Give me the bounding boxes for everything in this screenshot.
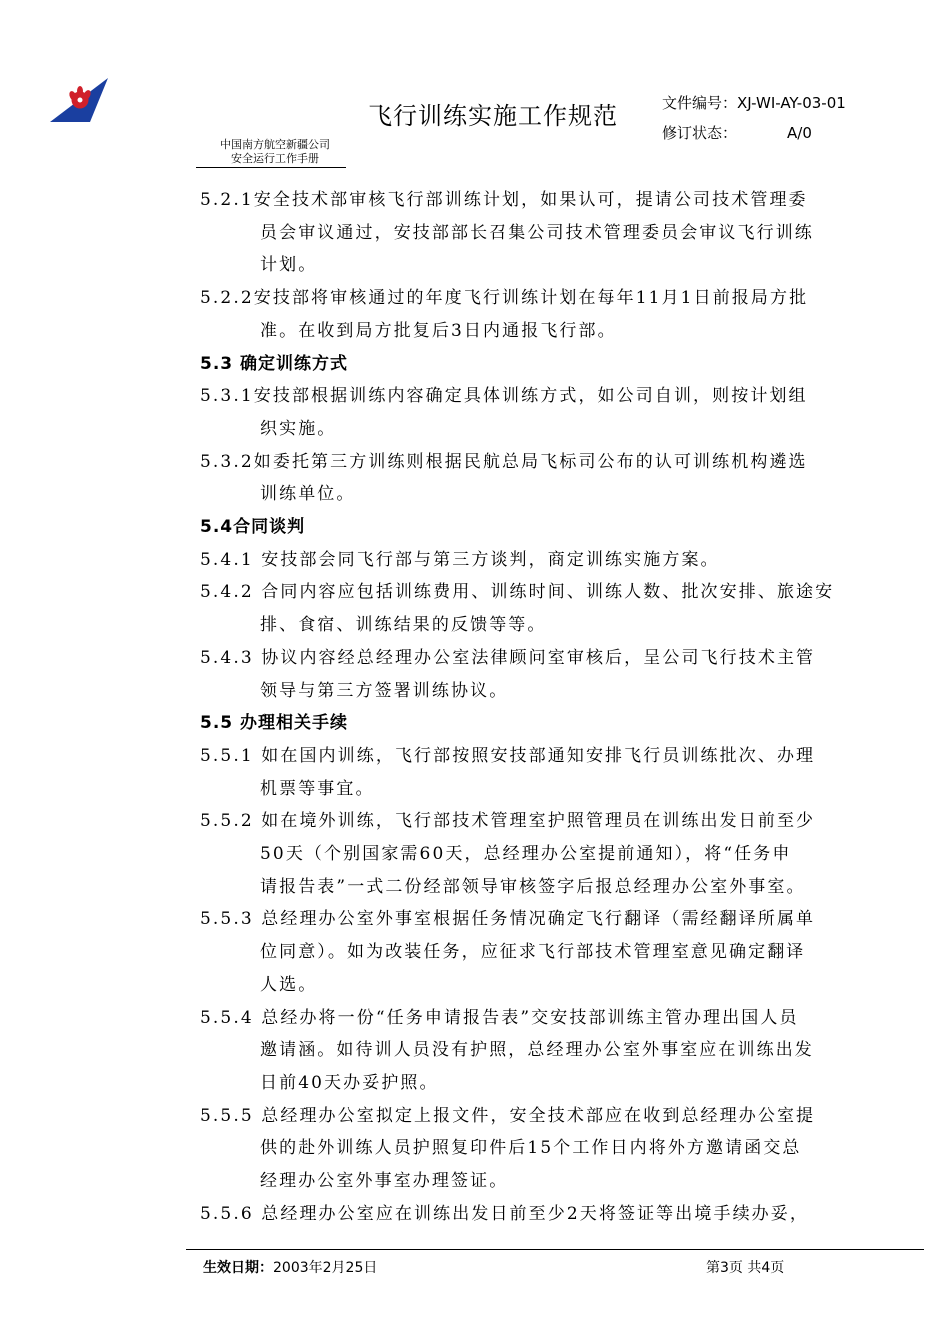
effective-date-label: 生效日期： [203,1260,273,1276]
paragraph-continuation: 位同意）。如为改装任务，应征求飞行部技术管理室意见确定翻译 [260,942,806,963]
paragraph-item: 5.5.4 总经办将一份“任务申请报告表”交安技部训练主管办理出国人员 [200,1007,799,1028]
paragraph-continuation: 领导与第三方签署训练协议。 [260,680,509,701]
company-block [205,138,345,166]
paragraph-item: 5.2.1安全技术部审核飞行部训练计划，如果认可，提请公司技术管理委 [200,190,808,210]
page-number: 第3页 共4页 [706,1260,785,1276]
section-heading: 5.5 办理相关手续 [200,713,349,734]
paragraph-continuation: 50天（个别国家需60天，总经理办公室提前通知），将“任务申 [260,844,792,865]
company-name: 中国南方航空新疆公司 [220,138,330,151]
paragraph-item: 5.5.1 如在国内训练，飞行部按照安技部通知安排飞行员训练批次、办理 [200,745,816,766]
effective-date-value: 2003年2月25日 [273,1260,378,1276]
document-body [200,184,835,1231]
section-heading: 5.4合同谈判 [200,517,306,538]
paragraph-continuation: 日前40天办妥护照。 [260,1072,439,1093]
manual-name: 安全运行工作手册 [231,152,319,165]
china-southern-kapok-logo-icon [42,76,110,124]
paragraph-continuation: 织实施。 [260,418,337,439]
section-heading: 5.3 确定训练方式 [200,353,349,374]
paragraph-item: 5.3.2如委托第三方训练则根据民航总局飞标司公布的认可训练机构遴选 [200,451,808,472]
revision-value: A/0 [787,124,812,142]
paragraph-continuation: 经理办公室外事室办理签证。 [260,1171,509,1192]
paragraph-continuation: 准。在收到局方批复后3日内通报飞行部。 [260,320,617,341]
paragraph-item: 5.5.5 总经理办公室拟定上报文件，安全技术部应在收到总经理办公室提 [200,1105,816,1126]
paragraph-continuation: 供的赴外训练人员护照复印件后15个工作日内将外方邀请函交总 [260,1138,802,1159]
paragraph-continuation: 机票等事宜。 [260,778,375,799]
paragraph-continuation: 人选。 [260,974,318,995]
document-title: 飞行训练实施工作规范 [368,102,618,130]
paragraph-item: 5.4.3 协议内容经总经理办公室法律顾问室审核后，呈公司飞行技术主管 [200,647,816,668]
paragraph-item: 5.2.2安技部将审核通过的年度飞行训练计划在每年11月1日前报局方批 [200,288,809,309]
footer-divider [186,1249,924,1250]
paragraph-continuation: 训练单位。 [260,484,356,505]
effective-date-block [203,1257,377,1277]
doc-number-value: XJ-WI-AY-03-01 [737,94,846,112]
document-meta [662,88,846,148]
paragraph-continuation: 排、食宿、训练结果的反馈等等。 [260,615,547,636]
paragraph-continuation: 请报告表”一式二份经部领导审核签字后报总经理办公室外事室。 [260,876,806,897]
doc-number-label: 文件编号： [662,94,738,112]
paragraph-item: 5.5.3 总经理办公室外事室根据任务情况确定飞行翻译（需经翻译所属单 [200,909,816,930]
header-divider [196,167,346,168]
paragraph-item: 5.4.1 安技部会同飞行部与第三方谈判，商定训练实施方案。 [200,549,720,570]
paragraph-item: 5.5.2 如在境外训练，飞行部技术管理室护照管理员在训练出发日前至少 [200,811,816,832]
paragraph-item: 5.4.2 合同内容应包括训练费用、训练时间、训练人数、批次安排、旅途安 [200,582,835,603]
paragraph-item: 5.5.6 总经理办公室应在训练出发日前至少2天将签证等出境手续办妥， [200,1203,809,1224]
revision-label: 修订状态： [662,124,738,142]
paragraph-continuation: 计划。 [260,255,318,276]
paragraph-continuation: 员会审议通过，安技部部长召集公司技术管理委员会审议飞行训练 [260,222,814,243]
paragraph-item: 5.3.1安技部根据训练内容确定具体训练方式，如公司自训，则按计划组 [200,386,808,407]
paragraph-continuation: 邀请涵。如待训人员没有护照，总经理办公室外事室应在训练出发 [260,1040,814,1061]
